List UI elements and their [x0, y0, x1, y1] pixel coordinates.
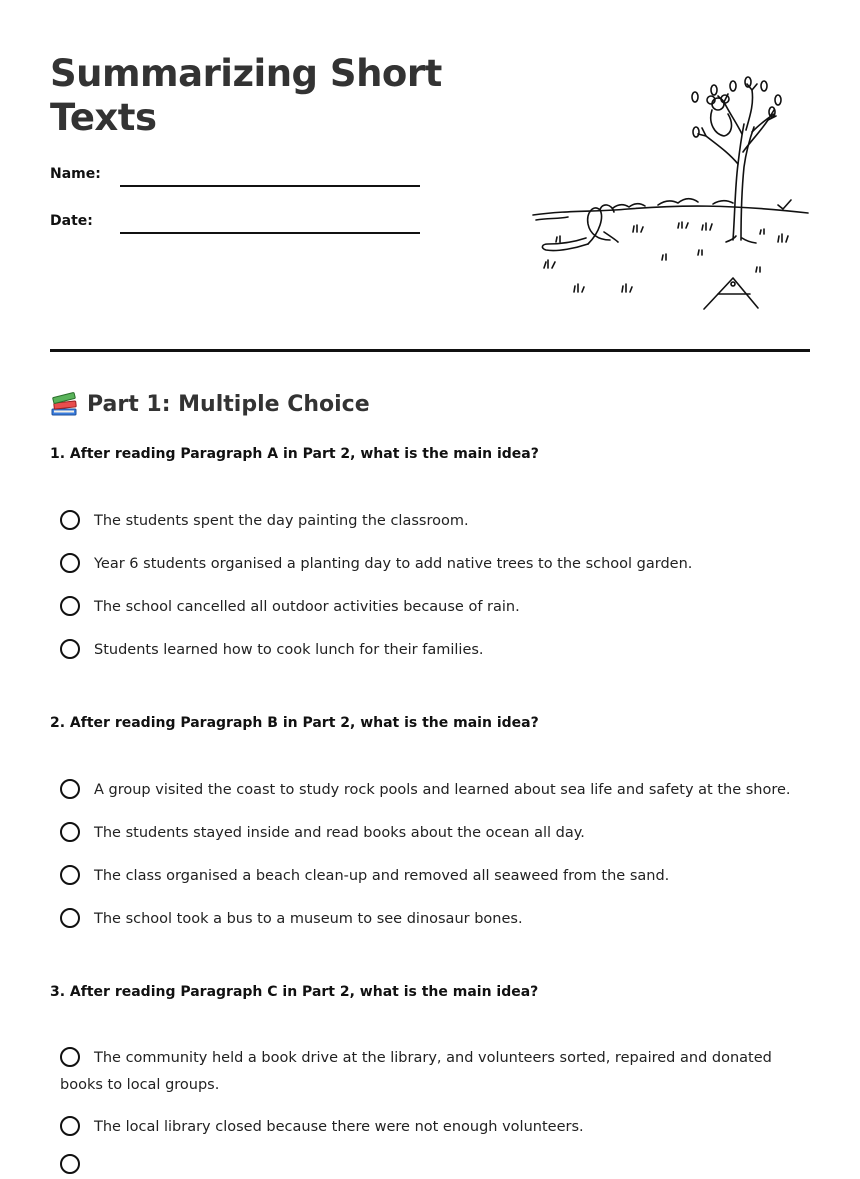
question-2: 2. After reading Paragraph B in Part 2, what is the main idea?	[50, 715, 539, 731]
radio-button[interactable]	[60, 865, 80, 885]
date-line[interactable]	[120, 232, 420, 234]
radio-button[interactable]	[60, 596, 80, 616]
books-icon	[50, 390, 78, 418]
name-line[interactable]	[120, 185, 420, 187]
option-1c[interactable]	[60, 594, 820, 621]
option-2d[interactable]	[60, 906, 820, 933]
option-label: The students stayed inside and read books about the ocean all day.	[94, 825, 585, 841]
radio-button[interactable]	[60, 639, 80, 659]
radio-button[interactable]	[60, 510, 80, 530]
radio-button[interactable]	[60, 553, 80, 573]
radio-button[interactable]	[60, 1047, 80, 1067]
question-3: 3. After reading Paragraph C in Part 2, what is the main idea?	[50, 984, 539, 1000]
page-title: Summarizing Short Texts	[50, 52, 442, 139]
date-field[interactable]	[50, 213, 420, 243]
option-label: The students spent the day painting the classroom.	[94, 513, 469, 529]
radio-button[interactable]	[60, 779, 80, 799]
radio-button[interactable]	[60, 908, 80, 928]
option-1a[interactable]	[60, 508, 820, 535]
radio-button[interactable]	[60, 1154, 80, 1174]
question-1: 1. After reading Paragraph A in Part 2, what is the main idea?	[50, 446, 539, 462]
option-label: Year 6 students organised a planting day to add native trees to the school garden.	[94, 556, 693, 572]
option-3c[interactable]	[60, 1152, 820, 1179]
radio-button[interactable]	[60, 1116, 80, 1136]
name-label: Name:	[50, 166, 101, 182]
part1-heading-text: Part 1: Multiple Choice	[87, 391, 370, 417]
option-1b[interactable]	[60, 551, 820, 578]
option-label: The local library closed because there were not enough volunteers.	[94, 1119, 584, 1135]
option-label: A group visited the coast to study rock pools and learned about sea life and safety at the shore.	[94, 782, 791, 798]
name-field[interactable]	[50, 166, 420, 196]
option-2c[interactable]	[60, 863, 820, 890]
kangaroo-koala-tree-illustration	[528, 72, 813, 317]
option-label: The school cancelled all outdoor activities because of rain.	[94, 599, 520, 615]
radio-button[interactable]	[60, 822, 80, 842]
option-label: Students learned how to cook lunch for their families.	[94, 642, 484, 658]
option-3b[interactable]	[60, 1114, 820, 1141]
option-label: The community held a book drive at the library, and volunteers sorted, repaired and donated books to local groups.	[60, 1050, 772, 1093]
option-3a[interactable]	[60, 1045, 810, 1099]
date-label: Date:	[50, 213, 93, 229]
part1-heading	[50, 389, 370, 419]
option-label: The class organised a beach clean-up and removed all seaweed from the sand.	[94, 868, 670, 884]
option-2b[interactable]	[60, 820, 820, 847]
header-divider	[50, 349, 810, 352]
option-label: The school took a bus to a museum to see dinosaur bones.	[94, 911, 523, 927]
option-2a[interactable]	[60, 777, 820, 804]
option-1d[interactable]	[60, 637, 820, 664]
